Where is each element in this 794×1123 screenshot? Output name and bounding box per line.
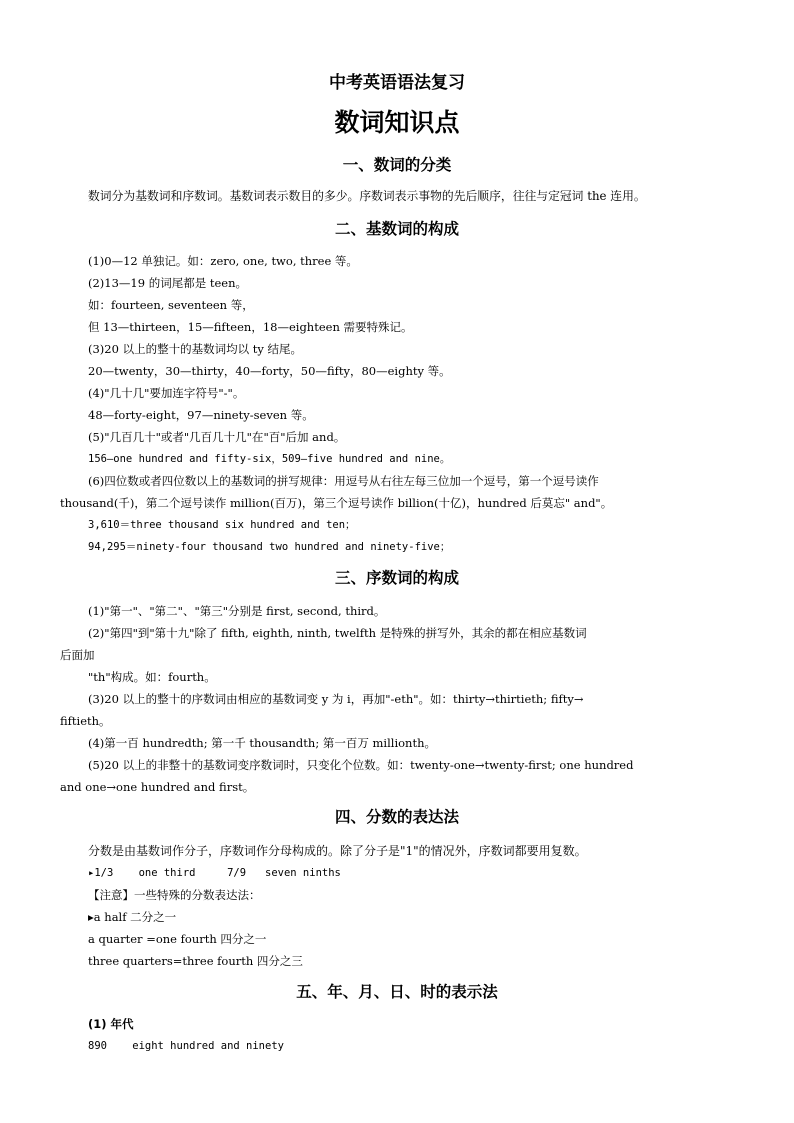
paragraph-line: (6)四位数或者四位数以上的基数词的拼写规律：用逗号从右往左每三位加一个逗号，第一个逗号读作 [88, 474, 599, 488]
paragraph-line: 分数是由基数词作分子，序数词作分母构成的。除了分子是"1"的情况外，序数词都要用复数。 [88, 844, 587, 858]
paragraph-line: 94,295＝ninety-four thousand two hundred and ninety-five； [88, 541, 451, 553]
paragraph-line: (1)"第一"、"第二"、"第三"分别是 first, second, third。 [88, 604, 386, 618]
paragraph-line: 数词分为基数词和序数词。基数词表示数目的多少。序数词表示事物的先后顺序，往往与定冠词 the 连用。 [88, 189, 646, 203]
section-heading-cardinal: 二、基数词的构成 [334, 220, 459, 238]
section-heading-ordinal: 三、序数词的构成 [334, 569, 459, 587]
paragraph-line: (2)"第四"到"第十九"除了 fifth, eighth, ninth, twelfth 是特殊的拼写外，其余的都在相应基数词 [88, 626, 587, 640]
paragraph-line: 但 13—thirteen，15—fifteen，18—eighteen 需要特殊记。 [88, 320, 413, 334]
paragraph-line: (3)20 以上的整十的序数词由相应的基数词变 y 为 i，再加"-eth"。如：thirty→thirtieth; fifty→ [88, 692, 584, 706]
paragraph-line: 3,610＝three thousand six hundred and ten； [88, 519, 356, 531]
document-subtitle: 数词知识点 [334, 108, 460, 137]
paragraph-line: thousand(千)，第二个逗号读作 million(百万)，第三个逗号读作 billion(十亿)，hundred 后莫忘" and"。 [60, 496, 613, 510]
paragraph-line: ▸a half 二分之一 [88, 910, 177, 924]
paragraph-line: "th"构成。如：fourth。 [88, 670, 216, 684]
section-heading-dates: 五、年、月、日、时的表示法 [296, 983, 498, 1001]
paragraph-line: fiftieth。 [60, 714, 111, 728]
paragraph-line: a quarter =one fourth 四分之一 [88, 932, 267, 946]
section-heading-fractions: 四、分数的表达法 [334, 808, 459, 826]
paragraph-line: 如：fourteen, seventeen 等， [88, 298, 254, 312]
paragraph-line: (5)20 以上的非整十的基数词变序数词时，只变化个位数。如：twenty-one→twenty-first; one hundred [88, 758, 634, 772]
paragraph-line: 156—one hundred and fifty-six，509—five hundred and nine。 [88, 453, 451, 465]
paragraph-line: (5)"几百几十"或者"几百几十几"在"百"后加 and。 [88, 430, 346, 444]
paragraph-line: (2)13—19 的词尾都是 teen。 [88, 276, 248, 290]
paragraph-line: (4)第一百 hundredth; 第一千 thousandth; 第一百万 millionth。 [88, 736, 436, 750]
paragraph-line: 48—forty-eight，97—ninety-seven 等。 [88, 408, 314, 422]
document-title: 中考英语语法复习 [329, 73, 465, 93]
paragraph-line: 890 eight hundred and ninety [88, 1040, 284, 1052]
paragraph-line: 后面加 [60, 648, 95, 662]
section-heading-classification: 一、数词的分类 [342, 156, 452, 174]
paragraph-line: 20—twenty，30—thirty，40—forty，50—fifty，80—eighty 等。 [88, 364, 451, 378]
paragraph-line: (4)"几十几"要加连字符号"-"。 [88, 386, 245, 400]
subsection-heading: (1) 年代 [88, 1017, 134, 1031]
paragraph-line: three quarters=three fourth 四分之三 [88, 954, 303, 968]
paragraph-line: (3)20 以上的整十的基数词均以 ty 结尾。 [88, 342, 303, 356]
paragraph-line: ▸1/3 one third 7/9 seven ninths [88, 867, 341, 879]
paragraph-line: (1)0—12 单独记。如：zero, one, two, three 等。 [88, 254, 358, 268]
paragraph-line: 【注意】一些特殊的分数表达法： [88, 888, 261, 902]
paragraph-line: and one→one hundred and first。 [60, 780, 255, 794]
